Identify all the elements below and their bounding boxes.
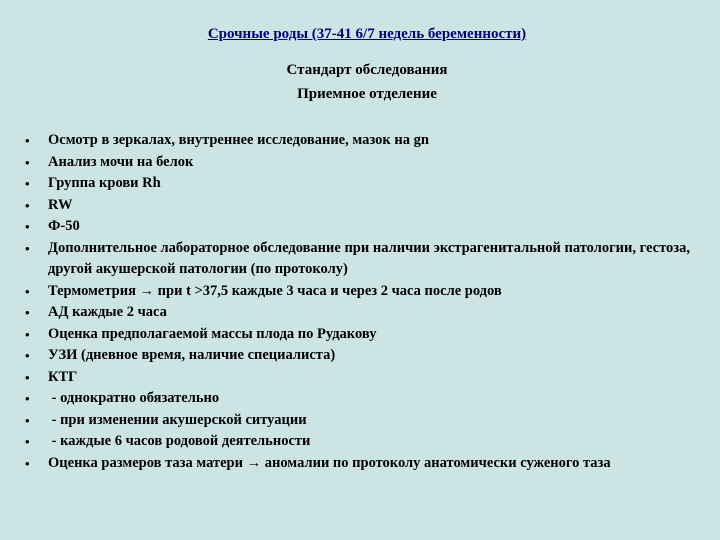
list-item-text: - однократно обязательно <box>48 390 220 406</box>
bullet-icon: • <box>25 133 30 148</box>
list-item <box>22 302 702 324</box>
bullet-icon: • <box>25 154 30 170</box>
bullet-icon: • <box>25 391 30 406</box>
list-item-text: Ф-50 <box>48 218 80 234</box>
list-item <box>22 281 702 303</box>
list-item <box>22 324 702 346</box>
list-item <box>22 453 702 475</box>
exam-list <box>22 130 702 474</box>
bullet-icon: • <box>25 283 30 299</box>
bullet-icon: • <box>25 348 30 363</box>
list-item <box>22 130 702 152</box>
list-item <box>22 173 702 195</box>
bullet-icon: • <box>25 240 30 256</box>
list-item <box>22 216 702 238</box>
list-item-text: - каждые 6 часов родовой деятельности <box>48 433 311 449</box>
list-item-text: Оценка предполагаемой массы плода по Рудакову <box>48 325 377 342</box>
bullet-icon: • <box>25 326 30 342</box>
list-item-text: RW <box>48 196 73 213</box>
bullet-icon: • <box>25 369 30 385</box>
bullet-icon: • <box>25 219 30 234</box>
list-item-text: УЗИ (дневное время, наличие специалиста) <box>48 347 336 363</box>
list-item-text: КТГ <box>48 368 78 385</box>
bullet-icon: • <box>25 455 30 471</box>
list-item <box>22 410 702 432</box>
bullet-icon: • <box>25 434 30 449</box>
list-item <box>22 152 702 174</box>
bullet-icon: • <box>25 197 30 213</box>
bullet-icon: • <box>25 412 30 428</box>
list-item-text: Группа крови Rh <box>48 175 161 191</box>
list-item-text: АД каждые 2 часа <box>48 304 167 320</box>
slide-title: Срочные роды (37-41 6/7 недель беременности) <box>207 26 527 42</box>
list-item <box>22 367 702 389</box>
list-item-text: Дополнительное лабораторное обследование при наличии экстрагенитальной патологии, гестоза, другой акушерской патологии (по протоколу) <box>48 239 690 277</box>
list-item <box>22 238 702 281</box>
list-item-text: Термометрия → при t >37,5 каждые 3 часа и через 2 часа после родов <box>48 282 502 299</box>
slide-subtitle-department: Приемное отделение <box>297 86 437 102</box>
list-item-text: Анализ мочи на белок <box>48 153 194 170</box>
bullet-icon: • <box>25 305 30 320</box>
list-item <box>22 388 702 410</box>
list-item-text: Осмотр в зеркалах, внутреннее исследование, мазок на gn <box>48 132 429 148</box>
list-item <box>22 431 702 453</box>
list-item-text: - при изменении акушерской ситуации <box>48 411 307 428</box>
list-item-text: Оценка размеров таза матери → аномалии по протоколу анатомически суженого таза <box>48 454 611 471</box>
slide-subtitle-standard: Стандарт обследования <box>286 62 448 78</box>
bullet-icon: • <box>25 176 30 191</box>
list-item <box>22 345 702 367</box>
list-item <box>22 195 702 217</box>
